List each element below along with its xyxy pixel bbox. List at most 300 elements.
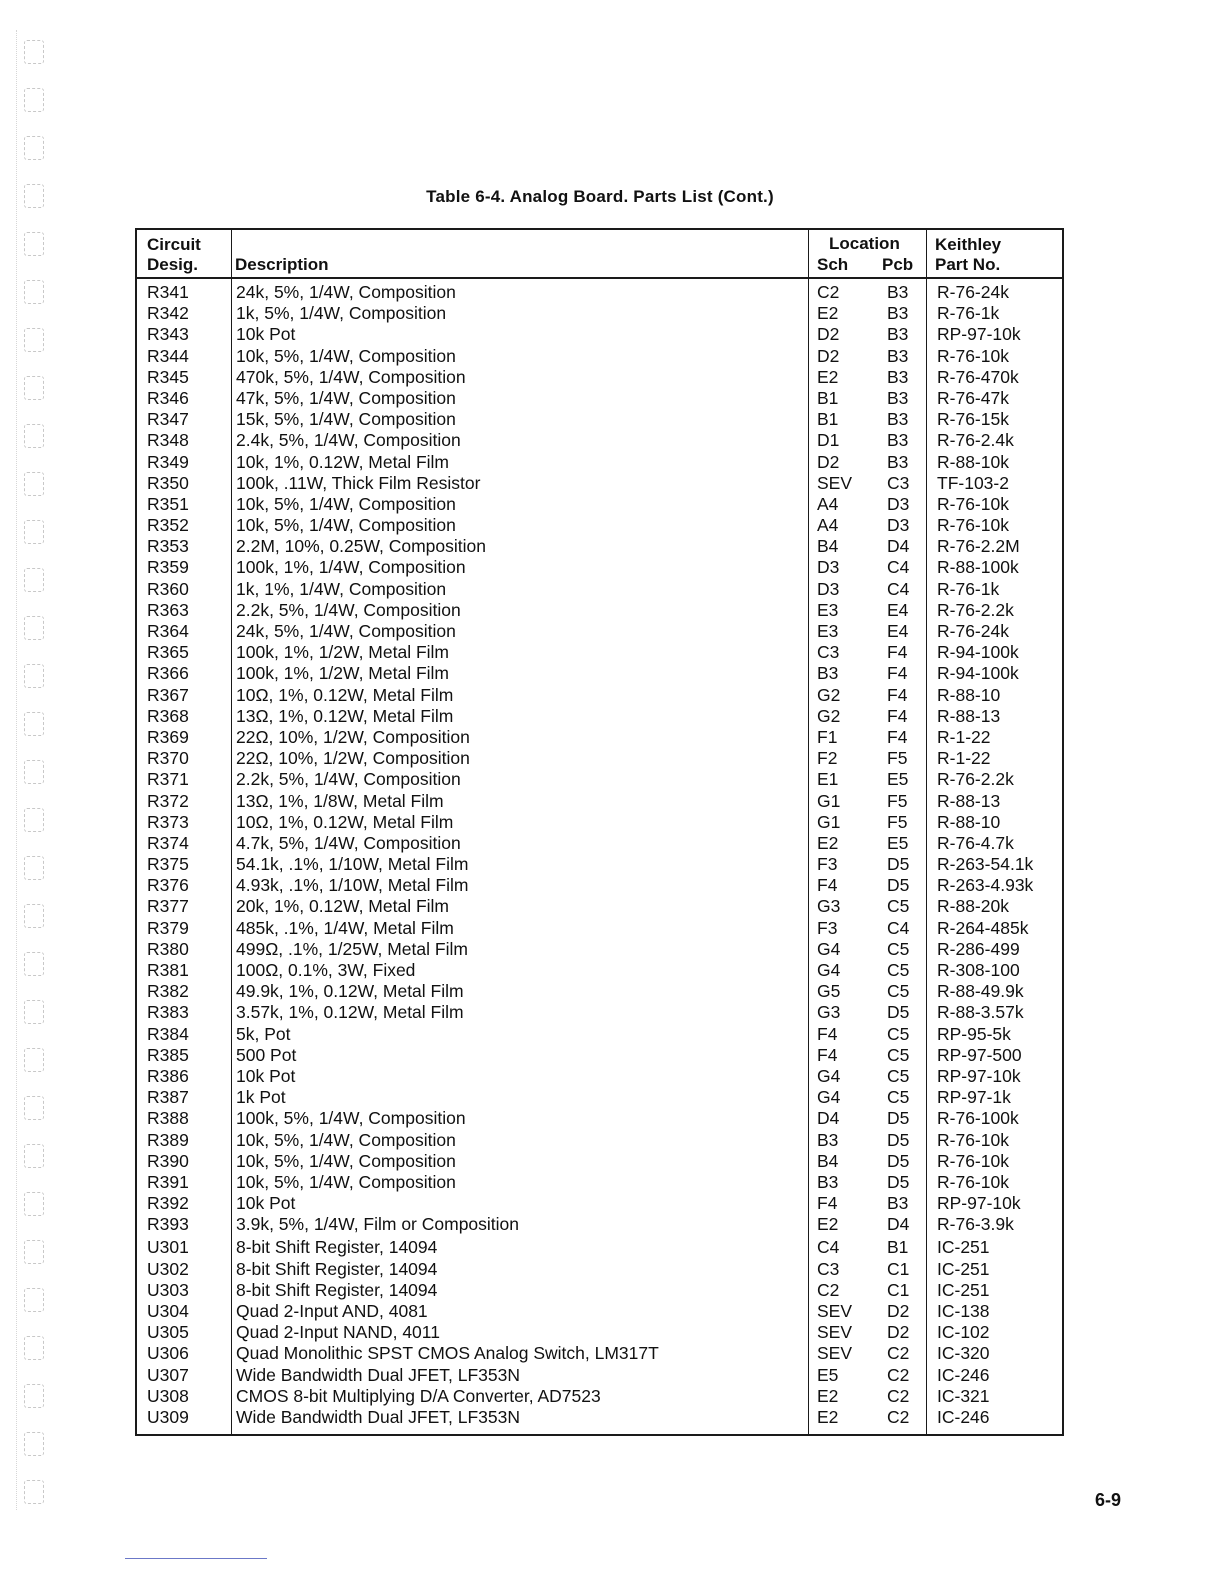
cell-part-number: IC-251: [937, 1258, 990, 1279]
cell-circuit-desig: R384: [147, 1023, 189, 1044]
cell-location-sch: G4: [817, 960, 841, 980]
cell-location-sch: G4: [817, 938, 841, 959]
cell-description: 8-bit Shift Register, 14094: [236, 1237, 438, 1258]
cell-part-number: IC-321: [937, 1385, 990, 1406]
table-row: [137, 282, 1062, 303]
cell-description: 10k, 5%, 1/4W, Composition: [236, 1129, 456, 1150]
cell-location-pcb: B3: [887, 282, 909, 302]
header-keithley: Keithley: [935, 235, 1002, 254]
binder-hole: [24, 136, 44, 160]
cell-location-pcb: D3: [887, 515, 910, 536]
cell-location-sch: E3: [817, 599, 839, 620]
table-row: [137, 1237, 1062, 1258]
table-row: [137, 515, 1062, 536]
table-row: [137, 1087, 1062, 1108]
cell-part-number: R-76-10k: [937, 493, 1009, 514]
cell-location-sch: SEV: [817, 1322, 853, 1343]
cell-circuit-desig: U309: [147, 1406, 189, 1427]
cell-location-sch: G3: [817, 896, 841, 917]
page-number: 6-9: [1095, 1490, 1122, 1510]
cell-location-sch: B1: [817, 409, 839, 430]
cell-location-sch: G1: [817, 790, 841, 811]
cell-description: 4.93k, .1%, 1/10W, Metal Film: [236, 875, 469, 896]
cell-circuit-desig: R392: [147, 1193, 189, 1214]
cell-description: Wide Bandwidth Dual JFET, LF353N: [236, 1406, 521, 1427]
binder-hole: [24, 280, 44, 304]
cell-part-number: RP-97-10k: [937, 324, 1021, 345]
cell-location-pcb: C5: [887, 896, 910, 917]
cell-description: 13Ω, 1%, 0.12W, Metal Film: [236, 705, 454, 726]
table-row: [137, 557, 1062, 578]
table-row: [137, 875, 1062, 896]
cell-circuit-desig: R341: [147, 282, 189, 302]
cell-circuit-desig: R382: [147, 981, 189, 1002]
cell-circuit-desig: R373: [147, 811, 189, 832]
cell-description: 3.9k, 5%, 1/4W, Film or Composition: [236, 1214, 520, 1235]
cell-location-pcb: C2: [887, 1385, 910, 1406]
cell-location-pcb: B3: [887, 387, 909, 408]
cell-location-pcb: E5: [887, 769, 909, 790]
table-row: [137, 1407, 1062, 1428]
table-row: [137, 536, 1062, 557]
cell-description: 10k, 5%, 1/4W, Composition: [236, 1171, 456, 1192]
cell-part-number: R-76-4.7k: [937, 832, 1014, 853]
table-row: [137, 1130, 1062, 1151]
binder-hole: [24, 664, 44, 688]
header-pcb: Pcb: [882, 255, 914, 274]
cell-part-number: R-94-100k: [937, 663, 1019, 684]
cell-circuit-desig: R351: [147, 493, 189, 514]
cell-location-sch: D3: [817, 578, 840, 599]
binder-hole: [24, 808, 44, 832]
binder-hole: [24, 88, 44, 112]
cell-description: 2.2k, 5%, 1/4W, Composition: [236, 599, 461, 620]
cell-circuit-desig: R345: [147, 366, 189, 387]
table-row: [137, 1108, 1062, 1129]
cell-location-pcb: E5: [887, 832, 909, 853]
cell-description: 10k, 5%, 1/4W, Composition: [236, 345, 456, 366]
table-row: [137, 1280, 1062, 1301]
table-row: [137, 706, 1062, 727]
cell-description: 100k, 1%, 1/4W, Composition: [236, 557, 466, 578]
cell-part-number: R-76-470k: [937, 366, 1019, 387]
table-row: [137, 1066, 1062, 1087]
cell-description: Quad 2-Input AND, 4081: [236, 1301, 428, 1321]
cell-location-sch: F4: [817, 1023, 838, 1044]
table-row: [137, 579, 1062, 600]
table-row: [137, 324, 1062, 345]
cell-description: 485k, .1%, 1/4W, Metal Film: [236, 917, 454, 938]
cell-circuit-desig: R372: [147, 790, 189, 811]
cell-description: 100k, 5%, 1/4W, Composition: [236, 1108, 466, 1129]
cell-location-pcb: B3: [887, 324, 909, 345]
cell-part-number: R-88-100k: [937, 557, 1019, 578]
table-row: [137, 791, 1062, 812]
table-row: [137, 430, 1062, 451]
cell-part-number: R-88-13: [937, 705, 1001, 726]
cell-location-sch: F1: [817, 726, 838, 747]
cell-location-sch: E2: [817, 1214, 839, 1235]
cell-circuit-desig: R366: [147, 663, 189, 684]
cell-description: 20k, 1%, 0.12W, Metal Film: [236, 896, 449, 917]
cell-location-sch: SEV: [817, 1301, 853, 1321]
table-row: [137, 939, 1062, 960]
footer-rule: [125, 1558, 267, 1559]
cell-circuit-desig: R383: [147, 1002, 189, 1023]
cell-location-pcb: D2: [887, 1322, 910, 1343]
cell-description: 10k, 5%, 1/4W, Composition: [236, 493, 456, 514]
cell-location-sch: E2: [817, 1385, 839, 1406]
cell-circuit-desig: R353: [147, 536, 189, 557]
binder-hole: [24, 1336, 44, 1360]
cell-description: 1k Pot: [236, 1087, 286, 1108]
cell-location-pcb: C4: [887, 578, 910, 599]
cell-description: 100k, 1%, 1/2W, Metal Film: [236, 642, 449, 663]
table-row: [137, 1193, 1062, 1214]
table-row: [137, 1259, 1062, 1280]
table-row: [137, 812, 1062, 833]
cell-location-pcb: D4: [887, 1214, 910, 1235]
cell-location-sch: C3: [817, 642, 840, 663]
cell-location-pcb: B3: [887, 430, 909, 451]
cell-description: 3.57k, 1%, 0.12W, Metal Film: [236, 1002, 464, 1023]
cell-location-pcb: D3: [887, 493, 910, 514]
cell-location-sch: B3: [817, 1171, 839, 1192]
cell-location-sch: B4: [817, 1150, 839, 1171]
cell-description: 2.2k, 5%, 1/4W, Composition: [236, 769, 461, 790]
cell-description: 10k Pot: [236, 1193, 296, 1214]
parts-table: [135, 228, 1064, 1436]
cell-location-pcb: B3: [887, 303, 909, 324]
cell-location-sch: F4: [817, 1193, 838, 1214]
binder-hole: [24, 328, 44, 352]
cell-description: 4.7k, 5%, 1/4W, Composition: [236, 832, 461, 853]
cell-part-number: R-88-3.57k: [937, 1002, 1024, 1023]
cell-circuit-desig: R348: [147, 430, 189, 451]
cell-location-pcb: D5: [887, 875, 910, 896]
binder-hole: [24, 376, 44, 400]
cell-location-pcb: B3: [887, 451, 909, 472]
cell-part-number: R-88-13: [937, 790, 1001, 811]
table-row: [137, 833, 1062, 854]
cell-description: 2.4k, 5%, 1/4W, Composition: [236, 430, 461, 451]
cell-circuit-desig: R391: [147, 1171, 189, 1192]
table-body: [137, 282, 1062, 1428]
table-row: [137, 981, 1062, 1002]
table-row: [137, 685, 1062, 706]
binder-hole: [24, 616, 44, 640]
cell-location-sch: B4: [817, 536, 839, 557]
cell-description: 13Ω, 1%, 1/8W, Metal Film: [236, 790, 444, 811]
cell-location-sch: G3: [817, 1002, 841, 1023]
cell-location-sch: G2: [817, 705, 841, 726]
cell-description: 2.2M, 10%, 0.25W, Composition: [236, 536, 486, 557]
cell-description: 470k, 5%, 1/4W, Composition: [236, 366, 466, 387]
cell-location-pcb: C1: [887, 1258, 910, 1279]
cell-circuit-desig: U306: [147, 1343, 189, 1364]
table-row: [137, 367, 1062, 388]
header-description: Description: [235, 255, 329, 274]
cell-circuit-desig: R385: [147, 1044, 189, 1065]
cell-part-number: IC-246: [937, 1364, 990, 1385]
binder-hole: [24, 472, 44, 496]
table-row: [137, 854, 1062, 875]
cell-circuit-desig: R375: [147, 854, 189, 875]
cell-part-number: R-76-10k: [937, 515, 1009, 536]
cell-part-number: R-1-22: [937, 726, 991, 747]
cell-description: Quad 2-Input NAND, 4011: [236, 1322, 440, 1343]
cell-location-pcb: D5: [887, 1150, 910, 1171]
cell-location-pcb: E4: [887, 621, 909, 641]
table-row: [137, 1343, 1062, 1364]
table-row: [137, 303, 1062, 324]
cell-part-number: R-1-22: [937, 748, 991, 769]
table-row: [137, 1214, 1062, 1235]
cell-circuit-desig: R389: [147, 1129, 189, 1150]
cell-description: 22Ω, 10%, 1/2W, Composition: [236, 748, 470, 769]
binder-hole: [24, 232, 44, 256]
cell-description: 22Ω, 10%, 1/2W, Composition: [236, 726, 470, 747]
cell-location-sch: E3: [817, 621, 839, 641]
cell-description: 500 Pot: [236, 1044, 297, 1065]
cell-circuit-desig: R363: [147, 599, 189, 620]
binder-hole: [24, 424, 44, 448]
cell-location-pcb: D4: [887, 536, 910, 557]
cell-part-number: R-76-15k: [937, 409, 1009, 430]
cell-part-number: RP-97-1k: [937, 1087, 1011, 1108]
cell-part-number: R-76-2.2k: [937, 769, 1014, 790]
cell-part-number: R-76-24k: [937, 282, 1009, 302]
binder-edge-line: [16, 30, 17, 1510]
cell-description: 10Ω, 1%, 0.12W, Metal Film: [236, 684, 454, 705]
cell-location-sch: E5: [817, 1364, 839, 1385]
binder-hole: [24, 1000, 44, 1024]
cell-location-sch: D3: [817, 557, 840, 578]
cell-location-pcb: F5: [887, 748, 908, 769]
table-row: [137, 494, 1062, 515]
cell-circuit-desig: R370: [147, 748, 189, 769]
cell-part-number: RP-97-10k: [937, 1193, 1021, 1214]
cell-part-number: IC-251: [937, 1279, 990, 1300]
cell-circuit-desig: R388: [147, 1108, 189, 1129]
cell-location-sch: F4: [817, 1044, 838, 1065]
table-row: [137, 1045, 1062, 1066]
cell-location-pcb: C2: [887, 1343, 910, 1364]
table-row: [137, 409, 1062, 430]
cell-location-sch: D2: [817, 345, 840, 366]
cell-part-number: R-88-20k: [937, 896, 1009, 917]
cell-description: 24k, 5%, 1/4W, Composition: [236, 282, 456, 302]
cell-location-pcb: D2: [887, 1301, 910, 1321]
cell-description: 10k, 5%, 1/4W, Composition: [236, 515, 456, 536]
table-row: [137, 1322, 1062, 1343]
table-row: [137, 600, 1062, 621]
cell-location-sch: SEV: [817, 472, 853, 493]
cell-part-number: R-263-54.1k: [937, 854, 1034, 875]
cell-circuit-desig: R349: [147, 451, 189, 472]
cell-part-number: R-264-485k: [937, 917, 1029, 938]
cell-part-number: R-76-2.2M: [937, 536, 1020, 557]
binder-hole: [24, 1048, 44, 1072]
table-header: [137, 230, 1062, 279]
binder-hole: [24, 1096, 44, 1120]
cell-location-pcb: B1: [887, 1237, 909, 1258]
cell-description: 24k, 5%, 1/4W, Composition: [236, 621, 456, 641]
cell-part-number: R-76-24k: [937, 621, 1009, 641]
cell-part-number: R-76-47k: [937, 387, 1009, 408]
binder-hole: [24, 904, 44, 928]
cell-description: 47k, 5%, 1/4W, Composition: [236, 387, 456, 408]
cell-part-number: IC-138: [937, 1301, 990, 1321]
cell-description: 10k, 1%, 0.12W, Metal Film: [236, 451, 449, 472]
cell-location-pcb: C5: [887, 938, 910, 959]
cell-circuit-desig: U301: [147, 1237, 189, 1258]
cell-location-sch: B1: [817, 387, 839, 408]
cell-location-pcb: F4: [887, 642, 908, 663]
cell-description: 100Ω, 0.1%, 3W, Fixed: [236, 960, 416, 980]
binder-hole: [24, 712, 44, 736]
cell-circuit-desig: U304: [147, 1301, 189, 1321]
cell-circuit-desig: R374: [147, 832, 189, 853]
cell-location-sch: E2: [817, 1406, 839, 1427]
cell-part-number: R-76-2.4k: [937, 430, 1014, 451]
table-title: Table 6-4. Analog Board. Parts List (Cont.): [426, 187, 774, 206]
table-row: [137, 1172, 1062, 1193]
cell-description: 10k, 5%, 1/4W, Composition: [236, 1150, 456, 1171]
table-row: [137, 473, 1062, 494]
header-desig: Desig.: [147, 255, 199, 274]
cell-circuit-desig: R343: [147, 324, 189, 345]
table-row: [137, 346, 1062, 367]
cell-circuit-desig: R344: [147, 345, 189, 366]
table-row: [137, 1024, 1062, 1045]
cell-location-pcb: C5: [887, 960, 910, 980]
cell-part-number: R-76-10k: [937, 1171, 1009, 1192]
cell-circuit-desig: U302: [147, 1258, 189, 1279]
cell-location-sch: G2: [817, 684, 841, 705]
cell-location-pcb: D5: [887, 1108, 910, 1129]
cell-location-sch: B3: [817, 1129, 839, 1150]
table-row: [137, 1151, 1062, 1172]
cell-location-sch: SEV: [817, 1343, 853, 1364]
cell-circuit-desig: R364: [147, 621, 189, 641]
cell-part-number: R-76-1k: [937, 578, 1000, 599]
cell-part-number: R-286-499: [937, 938, 1020, 959]
table-row: [137, 1002, 1062, 1023]
table-row: [137, 1301, 1062, 1322]
cell-location-sch: D4: [817, 1108, 840, 1129]
cell-location-pcb: D5: [887, 1002, 910, 1023]
table-row: [137, 769, 1062, 790]
header-sch: Sch: [817, 255, 849, 274]
cell-part-number: IC-251: [937, 1237, 990, 1258]
cell-location-pcb: D5: [887, 1171, 910, 1192]
binder-hole: [24, 760, 44, 784]
cell-part-number: R-94-100k: [937, 642, 1019, 663]
cell-location-pcb: C2: [887, 1364, 910, 1385]
cell-location-sch: E2: [817, 366, 839, 387]
cell-description: Quad Monolithic SPST CMOS Analog Switch, LM317T: [236, 1343, 659, 1364]
cell-part-number: R-76-10k: [937, 1129, 1009, 1150]
binder-hole: [24, 1384, 44, 1408]
cell-location-pcb: B3: [887, 366, 909, 387]
cell-location-sch: C3: [817, 1258, 840, 1279]
cell-location-sch: D2: [817, 324, 840, 345]
binder-hole: [24, 1192, 44, 1216]
cell-part-number: R-88-10: [937, 684, 1001, 705]
binder-hole: [24, 520, 44, 544]
cell-circuit-desig: R359: [147, 557, 189, 578]
cell-description: 15k, 5%, 1/4W, Composition: [236, 409, 456, 430]
cell-circuit-desig: R347: [147, 409, 189, 430]
cell-location-pcb: C5: [887, 1023, 910, 1044]
cell-circuit-desig: R365: [147, 642, 189, 663]
cell-part-number: RP-95-5k: [937, 1023, 1011, 1044]
cell-location-pcb: F4: [887, 663, 908, 684]
cell-part-number: R-263-4.93k: [937, 875, 1034, 896]
cell-location-pcb: B3: [887, 1193, 909, 1214]
cell-location-pcb: C4: [887, 557, 910, 578]
binder-hole: [24, 952, 44, 976]
cell-description: 8-bit Shift Register, 14094: [236, 1279, 438, 1300]
cell-location-sch: F3: [817, 917, 838, 938]
cell-description: 10k Pot: [236, 324, 296, 345]
cell-location-sch: E2: [817, 303, 839, 324]
cell-location-pcb: C4: [887, 917, 910, 938]
cell-part-number: RP-97-500: [937, 1044, 1022, 1065]
cell-description: CMOS 8-bit Multiplying D/A Converter, AD7523: [236, 1385, 601, 1406]
cell-location-sch: G4: [817, 1087, 841, 1108]
binder-hole: [24, 1480, 44, 1504]
cell-part-number: R-88-10: [937, 811, 1001, 832]
cell-description: 5k, Pot: [236, 1023, 291, 1044]
cell-part-number: R-88-49.9k: [937, 981, 1024, 1002]
table-row: [137, 960, 1062, 981]
binder-hole: [24, 568, 44, 592]
cell-description: 54.1k, .1%, 1/10W, Metal Film: [236, 854, 469, 875]
cell-description: 8-bit Shift Register, 14094: [236, 1258, 438, 1279]
cell-part-number: R-76-10k: [937, 1150, 1009, 1171]
cell-location-sch: D1: [817, 430, 840, 451]
table-row: [137, 388, 1062, 409]
cell-circuit-desig: R376: [147, 875, 189, 896]
cell-location-sch: A4: [817, 493, 839, 514]
cell-description: 1k, 5%, 1/4W, Composition: [236, 303, 447, 324]
cell-location-sch: F2: [817, 748, 838, 769]
header-location: Location: [829, 234, 900, 253]
binder-hole: [24, 1288, 44, 1312]
cell-part-number: IC-320: [937, 1343, 990, 1364]
cell-part-number: R-76-1k: [937, 303, 1000, 324]
table-row: [137, 748, 1062, 769]
cell-location-pcb: F5: [887, 790, 908, 811]
cell-circuit-desig: R369: [147, 726, 189, 747]
cell-location-pcb: F5: [887, 811, 908, 832]
cell-location-pcb: C5: [887, 1044, 910, 1065]
cell-location-sch: C4: [817, 1237, 840, 1258]
binder-hole: [24, 1432, 44, 1456]
cell-circuit-desig: R379: [147, 917, 189, 938]
binder-margin: [8, 30, 48, 1510]
table-row: [137, 642, 1062, 663]
cell-part-number: R-76-10k: [937, 345, 1009, 366]
header-part-no: Part No.: [935, 255, 1001, 274]
binder-hole: [24, 1144, 44, 1168]
cell-circuit-desig: U303: [147, 1279, 189, 1300]
cell-circuit-desig: R377: [147, 896, 189, 917]
table-row: [137, 452, 1062, 473]
cell-location-sch: C2: [817, 1279, 840, 1300]
